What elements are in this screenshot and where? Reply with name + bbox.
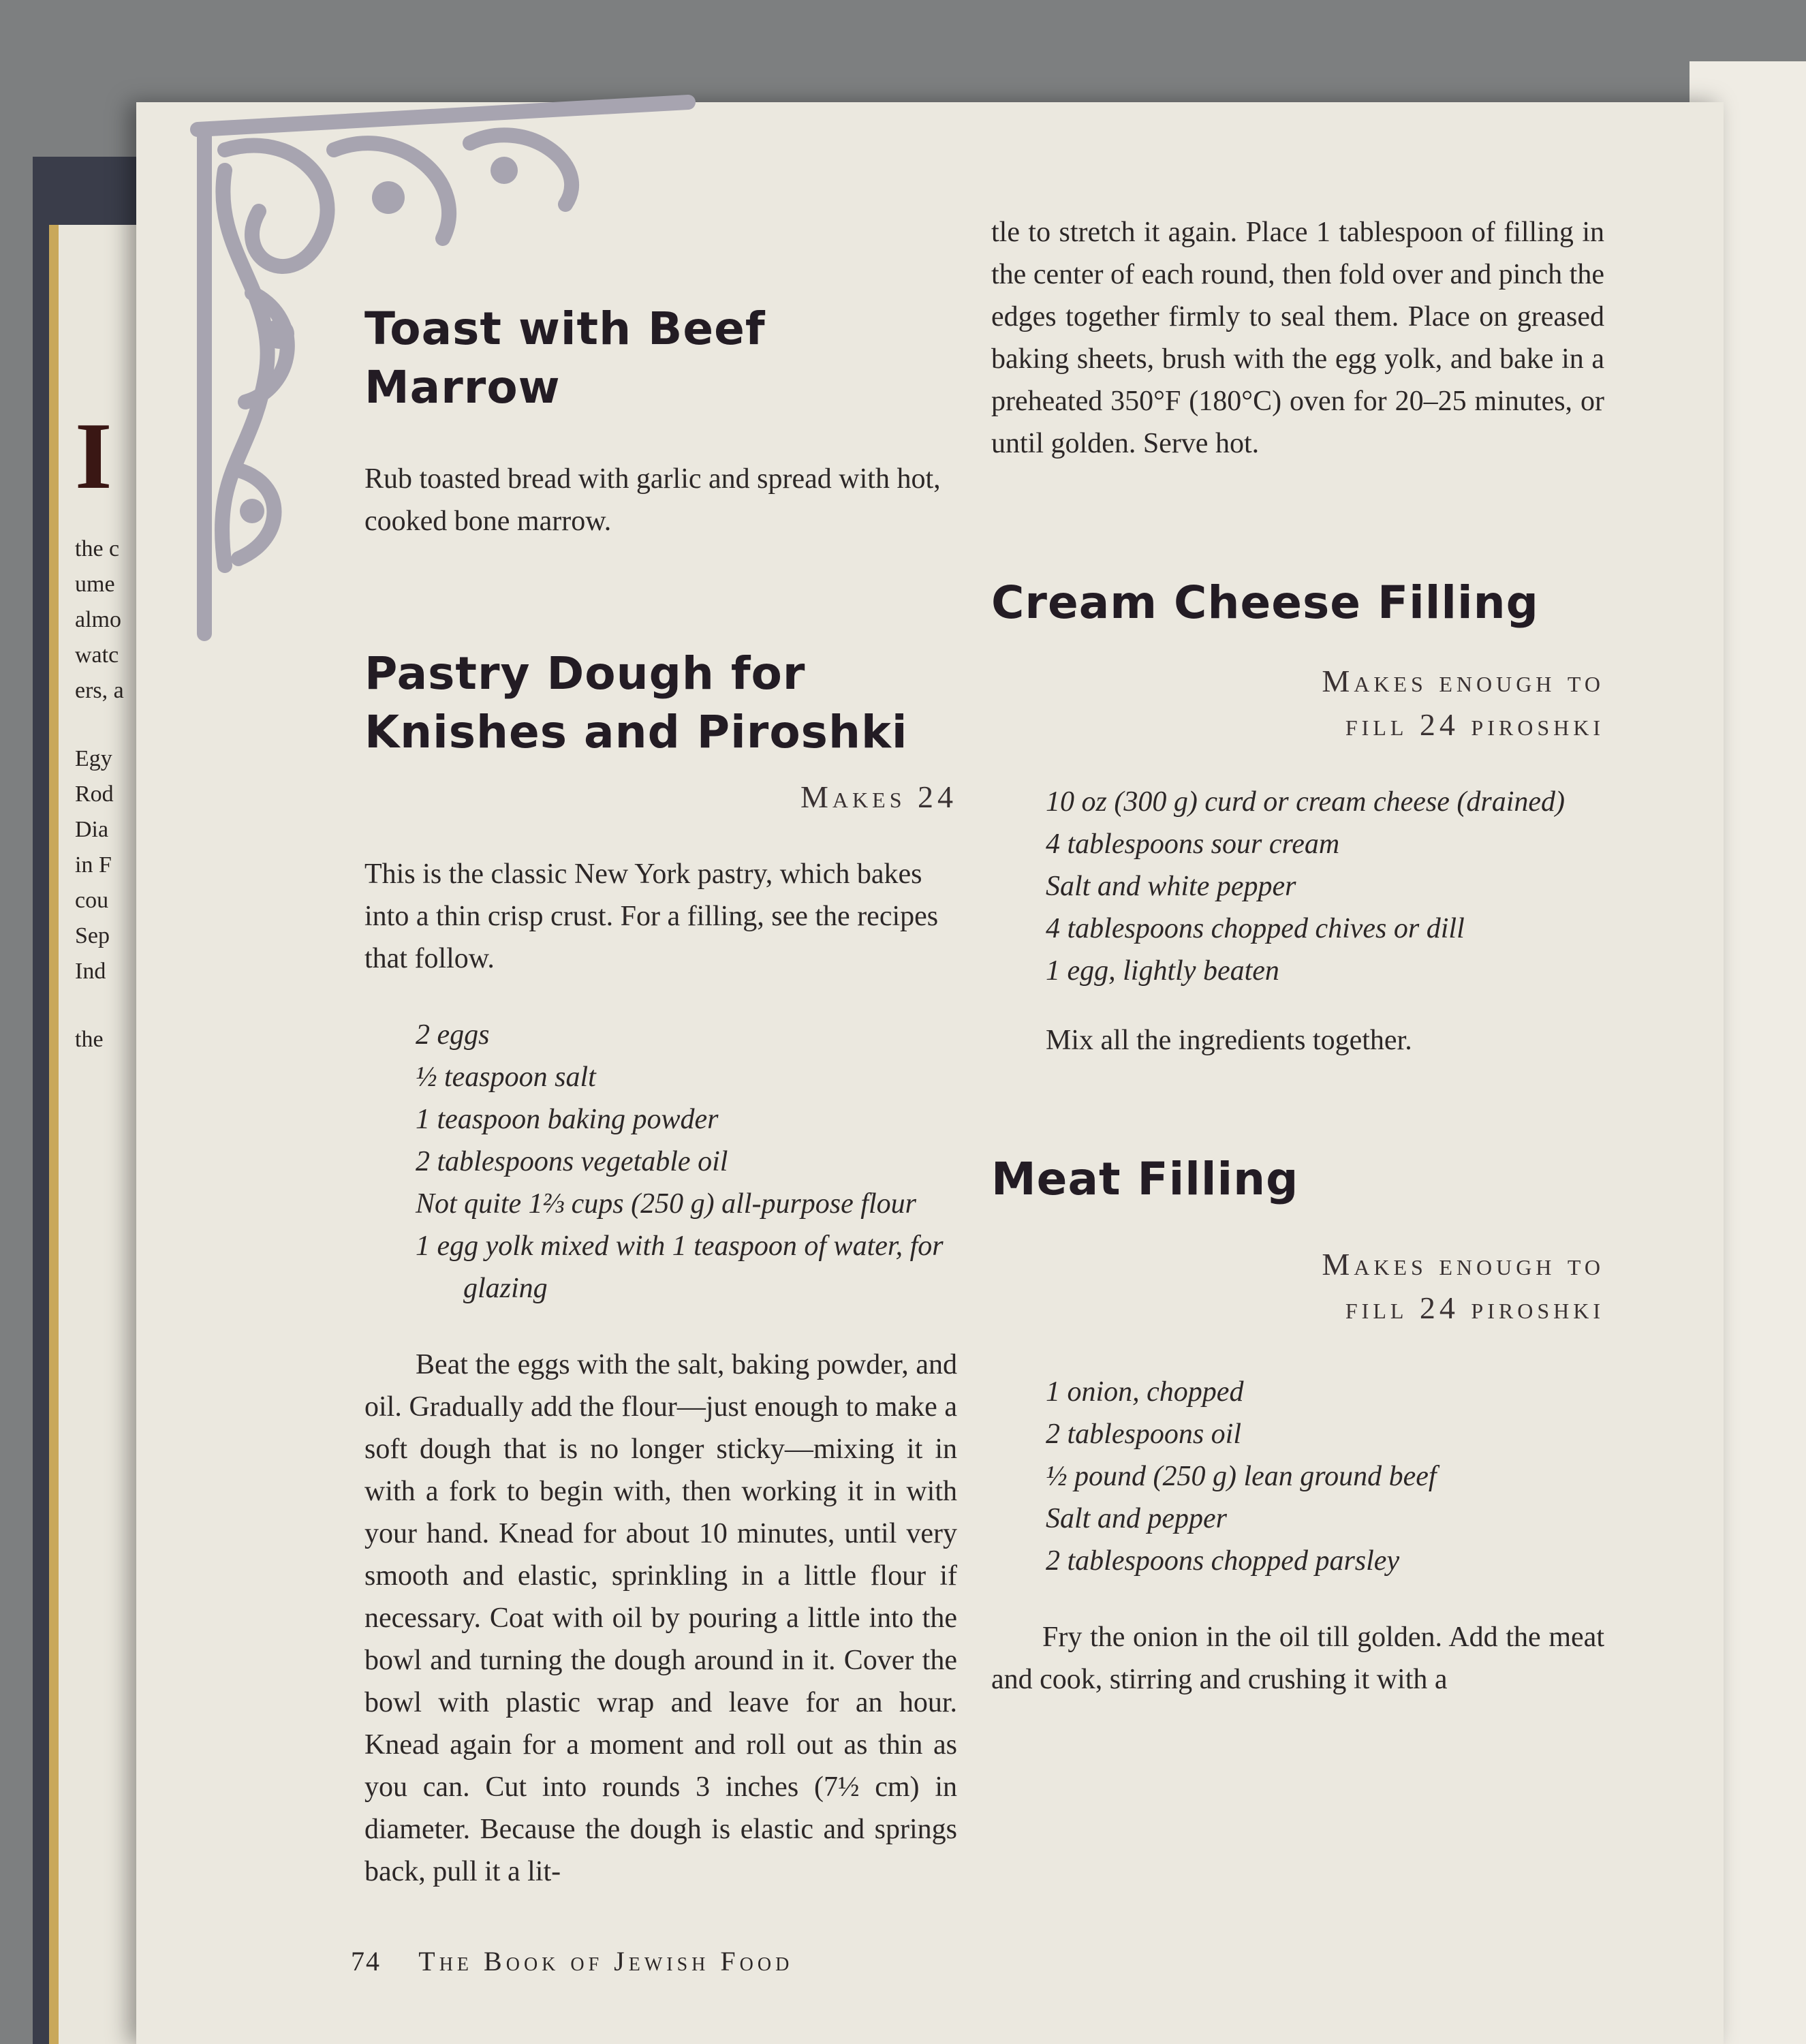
cream-cheese-title: Cream Cheese Filling [991, 576, 1539, 629]
right-column [991, 211, 1604, 1701]
page-footer [351, 1945, 793, 1977]
ingredient: 1 onion, chopped [1046, 1376, 1244, 1408]
background-line: Egy [75, 746, 112, 771]
ingredient: 4 tablespoons chopped chives or dill [1046, 913, 1465, 944]
ingredient: 1 egg yolk mixed with 1 teaspoon of water, for glazing [416, 1230, 944, 1304]
cream-cheese-yield-line-2: fill 24 piroshki [1345, 707, 1604, 742]
toast-title: Toast with Beef Marrow [364, 303, 766, 414]
background-line: cou [75, 888, 109, 913]
background-line: the c [75, 536, 120, 561]
background-line: ume [75, 572, 115, 597]
ingredient: 4 tablespoons sour cream [1046, 829, 1340, 860]
left-column [364, 300, 957, 1893]
ingredient: ½ pound (250 g) lean ground beef [1046, 1461, 1437, 1492]
meat-yield-line-2: fill 24 piroshki [1345, 1290, 1604, 1325]
ingredient: 1 egg, lightly beaten [1046, 955, 1279, 987]
background-line: the [75, 1027, 104, 1052]
pastry-method-right: tle to stretch it again. Place 1 tablespoon of filling in the center of each round, then fold over and pinch the edges together firmly to seal them. Place on greased baking sheets, brush with the egg yolk, and bake in a preheated 350°F (180°C) oven for 20–25 minutes, or until golden. Serve hot. [991, 217, 1604, 459]
cream-cheese-yield-line-1: Makes enough to [1322, 664, 1604, 698]
page-number: 74 [351, 1946, 381, 1977]
background-drop-letter: I [75, 403, 112, 509]
background-line: Rod [75, 781, 114, 807]
background-line: watc [75, 642, 119, 668]
meat-ingredients [991, 1371, 1604, 1582]
meat-yield-line-1: Makes enough to [1322, 1247, 1604, 1282]
meat-title: Meat Filling [991, 1153, 1299, 1205]
pastry-yield: Makes 24 [800, 779, 957, 814]
pastry-intro: This is the classic New York pastry, which bakes into a thin crisp crust. For a filling, see the recipes that follow. [364, 858, 939, 974]
meat-method: Fry the onion in the oil till golden. Add the meat and cook, stirring and crushing it with a [991, 1622, 1604, 1695]
background-line: Dia [75, 817, 109, 842]
ingredient: Salt and white pepper [1046, 871, 1296, 902]
ingredient: 2 tablespoons vegetable oil [416, 1146, 728, 1177]
ingredient: 2 tablespoons oil [1046, 1419, 1242, 1450]
background-line: ers, a [75, 678, 124, 703]
ingredient: 2 eggs [416, 1019, 490, 1051]
pastry-title: Pastry Dough for Knishes and Piroshki [364, 647, 908, 758]
running-title: The Book of Jewish Food [418, 1946, 794, 1977]
background-line: almo [75, 607, 121, 632]
ingredient: ½ teaspoon salt [416, 1062, 596, 1093]
toast-text: Rub toasted bread with garlic and spread with hot, cooked bone marrow. [364, 463, 941, 537]
ingredient: Not quite 1⅔ cups (250 g) all-purpose flour [416, 1188, 916, 1220]
ingredient: 1 teaspoon baking powder [416, 1104, 719, 1135]
cream-cheese-ingredients [991, 781, 1604, 992]
ingredient: Salt and pepper [1046, 1503, 1227, 1534]
background-line: in F [75, 852, 112, 878]
background-line: Sep [75, 923, 110, 948]
pastry-ingredients [364, 1014, 957, 1310]
ingredient: 10 oz (300 g) curd or cream cheese (drained) [1046, 786, 1566, 818]
pastry-method-left: Beat the eggs with the salt, baking powder, and oil. Gradually add the flour—just enough to make a soft dough that is no longer sticky—mixing it in with a fork to begin with, then working it in with your hand. Knead for about 10 minutes, until very smooth and elastic, sprinkling in a little flour if necessary. Coat with oil by pouring a little into the bowl and turning the dough around in it. Cover the bowl with plastic wrap and leave for an hour. Knead again for a moment and roll out as thin as you can. Cut into rounds 3 inches (7½ cm) in diameter. Because the dough is elastic and springs back, pull it a lit- [364, 1349, 957, 1887]
ingredient: 2 tablespoons chopped parsley [1046, 1545, 1400, 1577]
background-line: Ind [75, 959, 106, 984]
cream-cheese-method: Mix all the ingredients together. [1046, 1025, 1412, 1056]
